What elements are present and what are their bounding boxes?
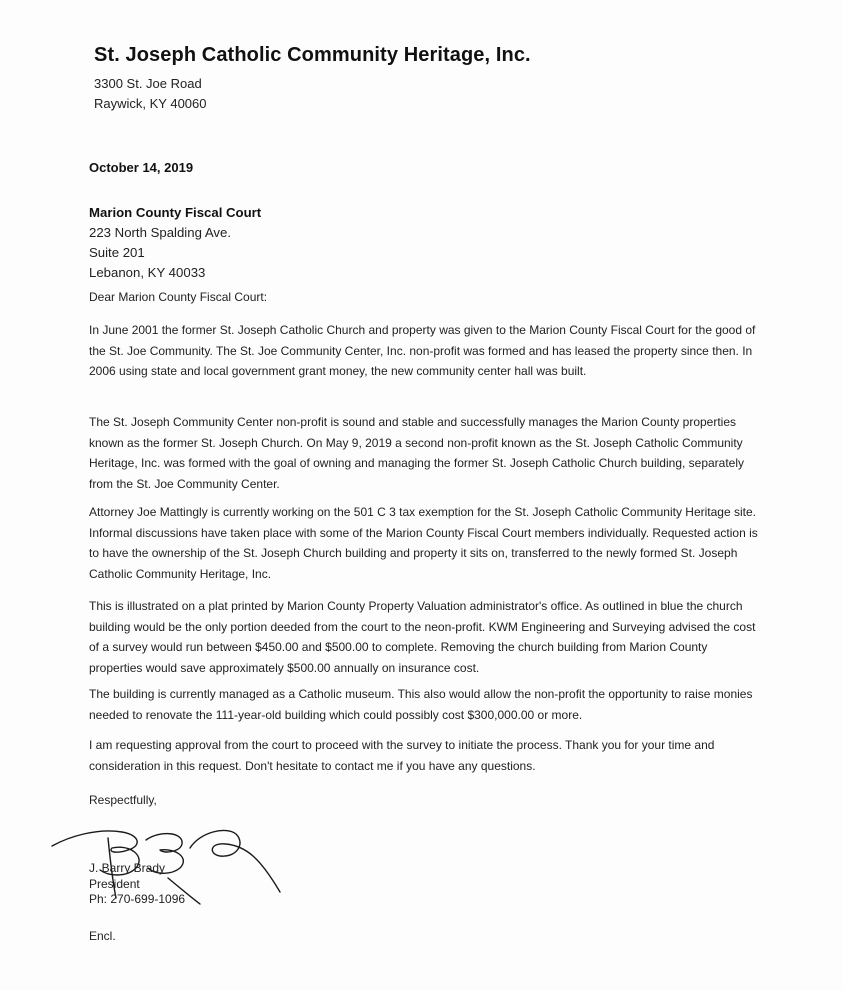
recipient-name: Marion County Fiscal Court xyxy=(89,205,262,220)
signer-phone: Ph: 270-699-1096 xyxy=(89,892,186,906)
body-paragraph-6: I am requesting approval from the court to proceed with the survey to initiate the process. Thank you for your time and consideration in this request. Don't hesitate to contact me if you have any questions. xyxy=(89,738,715,773)
recipient-line1: 223 North Spalding Ave. xyxy=(89,225,231,240)
body-paragraph-5: The building is currently managed as a Catholic museum. This also would allow the non-profit the opportunity to raise monies needed to renovate the 111-year-old building which could possibly cost $300,000.00 or more. xyxy=(89,687,753,722)
body-paragraph-3: Attorney Joe Mattingly is currently working on the 501 C 3 tax exemption for the St. Joseph Catholic Community Heritage site. Informal discussions have taken place with some of the Marion County Fiscal Court members individually. Requested action is to have the ownership of the St. Joseph Church building and property it sits on, transferred to the newly formed St. Joseph Catholic Community Heritage, Inc. xyxy=(89,505,758,581)
recipient-line2: Suite 201 xyxy=(89,245,145,260)
letter-date: October 14, 2019 xyxy=(89,160,194,175)
enclosure-note: Encl. xyxy=(89,929,116,943)
body-paragraph-4: This is illustrated on a plat printed by Marion County Property Valuation administrator's office. As outlined in blue the church building would be the only portion deeded from the court to the neon-profit. KWM Engineering and Surveying advised the cost of a survey would run between $450.00 and $500.00 to complete. Removing the church building from Marion County properties would save approximately $500.00 annually on insurance cost. xyxy=(89,599,756,675)
signer-title: President xyxy=(89,876,140,891)
recipient-line3: Lebanon, KY 40033 xyxy=(89,265,206,280)
letterhead-address-line2: Raywick, KY 40060 xyxy=(94,96,207,111)
letterhead-address-line1: 3300 St. Joe Road xyxy=(94,76,202,91)
body-paragraph-2: The St. Joseph Community Center non-profit is sound and stable and successfully manages the Marion County properties known as the former St. Joseph Church. On May 9, 2019 a second non-profit known as the St. Joseph Catholic Community Heritage, Inc. was formed with the goal of owning and managing the former St. Joseph Catholic Church building, separately from the St. Joe Community Center. xyxy=(89,415,745,491)
recipient-block xyxy=(89,203,261,283)
closing: Respectfully, xyxy=(89,793,157,807)
signer-block xyxy=(89,861,185,908)
letterhead-address xyxy=(94,74,207,114)
body-paragraph-1: In June 2001 the former St. Joseph Catholic Church and property was given to the Marion County Fiscal Court for the good of the St. Joe Community. The St. Joe Community Center, Inc. non-profit was formed and has leased the property since then. In 2006 using state and local government grant money, the new community center hall was built. xyxy=(89,323,756,378)
salutation: Dear Marion County Fiscal Court: xyxy=(89,290,268,304)
signer-name: J. Barry Brady xyxy=(89,861,166,875)
letterhead-org-name: St. Joseph Catholic Community Heritage, Inc. xyxy=(94,44,531,66)
